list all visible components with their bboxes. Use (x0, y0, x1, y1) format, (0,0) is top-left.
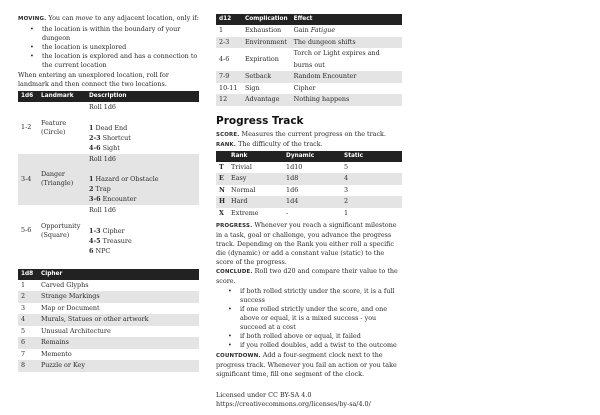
rank-row: X Extreme - 1 (219, 208, 349, 217)
cipher-row: 4 Murals, Statues or other artwork (18, 314, 199, 326)
landmark-row (18, 154, 199, 166)
rank-header-rank: Rank (228, 151, 283, 162)
landmark-roll: Roll 1d6 (89, 103, 117, 111)
rank-paragraph: RANK. The difficulty of the track. (216, 139, 323, 148)
cipher-row: 8 Puzzle or Key (18, 360, 199, 372)
complication-header-roll: d12 (216, 14, 242, 25)
complication-row: 1 Exhaustion Gain Fatigue (219, 26, 336, 34)
conclude-paragraph: CONCLUDE. Roll two d20 and compare their value to the score. (216, 267, 398, 285)
rank-header-letter (216, 151, 228, 162)
moving-bullets (30, 25, 199, 70)
cipher-row: 2 Strange Markings (18, 291, 199, 303)
landmark-table (18, 91, 199, 257)
landmark-results: 1 Dead End 2-3 Shortcut 4-6 Sight (89, 123, 131, 152)
complication-row: 2-3 Environment The dungeon shifts (216, 37, 402, 49)
conclude-bullet: • if you rolled doubles, add a twist to the outcome (228, 341, 402, 350)
complication-row: 10-11 Sign Cipher (219, 83, 316, 92)
moving-intro-end: to any adjacent location, only if: (92, 14, 199, 22)
rank-row: H Hard 1d4 2 (216, 196, 402, 208)
landmark-row (18, 102, 199, 114)
complication-row: 12 Advantage Nothing happens (216, 94, 402, 106)
rank-header-static: Static (341, 151, 402, 162)
landmark-header-desc: Description (86, 91, 199, 102)
moving-bullet: • the location is explored and has a connection to the current location (30, 52, 199, 70)
rank-row: N Normal 1d6 3 (219, 185, 349, 194)
rank-row: E Easy 1d8 4 (216, 173, 402, 185)
conclude-bullets (228, 287, 402, 350)
cipher-row: 5 Unusual Architecture (21, 326, 111, 335)
landmark-range: 1-2 (21, 123, 32, 131)
license-block (216, 391, 402, 409)
complication-row: 4-6 Expiration Torch or Light expires and burns out (219, 49, 380, 69)
landmark-header-roll: 1d6 (18, 91, 38, 102)
landmark-header-name: Landmark (38, 91, 86, 102)
moving-after: When entering an unexplored location, roll for landmark and then connect the two locations. (18, 71, 169, 88)
complication-row: 7-9 Setback Random Encounter (216, 71, 402, 83)
landmark-roll: Roll 1d6 (89, 206, 117, 214)
landmark-range: 3-4 (18, 154, 38, 206)
cipher-row: 7 Memento (21, 349, 72, 358)
left-column (18, 14, 199, 372)
conclude-bullet: • if both rolled strictly under the score, it is a full success (228, 287, 402, 305)
landmark-results: 1 Hazard or Obstacle 2 Trap 3-6 Encounter (86, 165, 199, 205)
rank-row: T Trivial 1d10 5 (219, 162, 349, 171)
countdown-paragraph: COUNTDOWN. Add a four-segment clock next to the progress track. Whenever you fail an action or you take significant time, fill one segment of the clock. (216, 351, 397, 378)
cipher-row: 6 Remains (18, 337, 199, 349)
conclude-bullet: • if one rolled strictly under the score, and one above or equal, it is a mixed success - you succeed at a cost (228, 305, 402, 332)
license-text: Licensed under CC BY-SA 4.0 (216, 391, 312, 399)
landmark-range: 5-6 (21, 226, 32, 234)
landmark-name: Danger (Triangle) (38, 154, 86, 206)
cipher-row: 1 Carved Glyphs (21, 280, 89, 289)
landmark-roll: Roll 1d6 (86, 154, 199, 166)
cipher-header-roll: 1d8 (18, 269, 38, 280)
moving-label: MOVING. (18, 16, 47, 22)
moving-bullet: • the location is within the boundary of your dungeon (30, 25, 199, 43)
rank-table (216, 151, 402, 220)
cipher-header-name: Cipher (38, 269, 199, 280)
progress-paragraph: PROGRESS. Whenever you reach a significant milestone in a task, goal or challenge, you advance the progress track. Depending on the Rank you either roll a specific die (dynamic) or add a constant value (static) to the score of the progress. (216, 221, 397, 266)
conclude-bullet: • if both rolled above or equal, it failed (228, 332, 402, 341)
progress-track-title: Progress Track (216, 114, 304, 127)
cipher-row: 3 Map or Document (21, 303, 100, 312)
moving-intro: You can (46, 14, 76, 22)
complication-header-name: Complication (242, 14, 291, 25)
landmark-results: 1-3 Cipher 4-5 Treasure 6 NPC (89, 226, 132, 255)
cipher-table (18, 269, 199, 372)
complication-header-effect: Effect (291, 14, 402, 25)
complication-table (216, 14, 402, 106)
landmark-name: Feature (Circle) (41, 118, 67, 136)
landmark-name: Opportunity (Square) (41, 221, 81, 239)
right-column (216, 14, 402, 409)
moving-move-word: move (75, 14, 93, 22)
landmark-row (18, 205, 199, 217)
moving-paragraph (18, 14, 199, 24)
moving-bullet: • the location is unexplored (30, 43, 199, 52)
license-url[interactable]: https://creativecommons.org/licenses/by-sa/4.0/ (216, 400, 371, 408)
score-paragraph: SCORE. Measures the current progress on the track. (216, 129, 386, 138)
rank-header-dynamic: Dynamic (283, 151, 341, 162)
